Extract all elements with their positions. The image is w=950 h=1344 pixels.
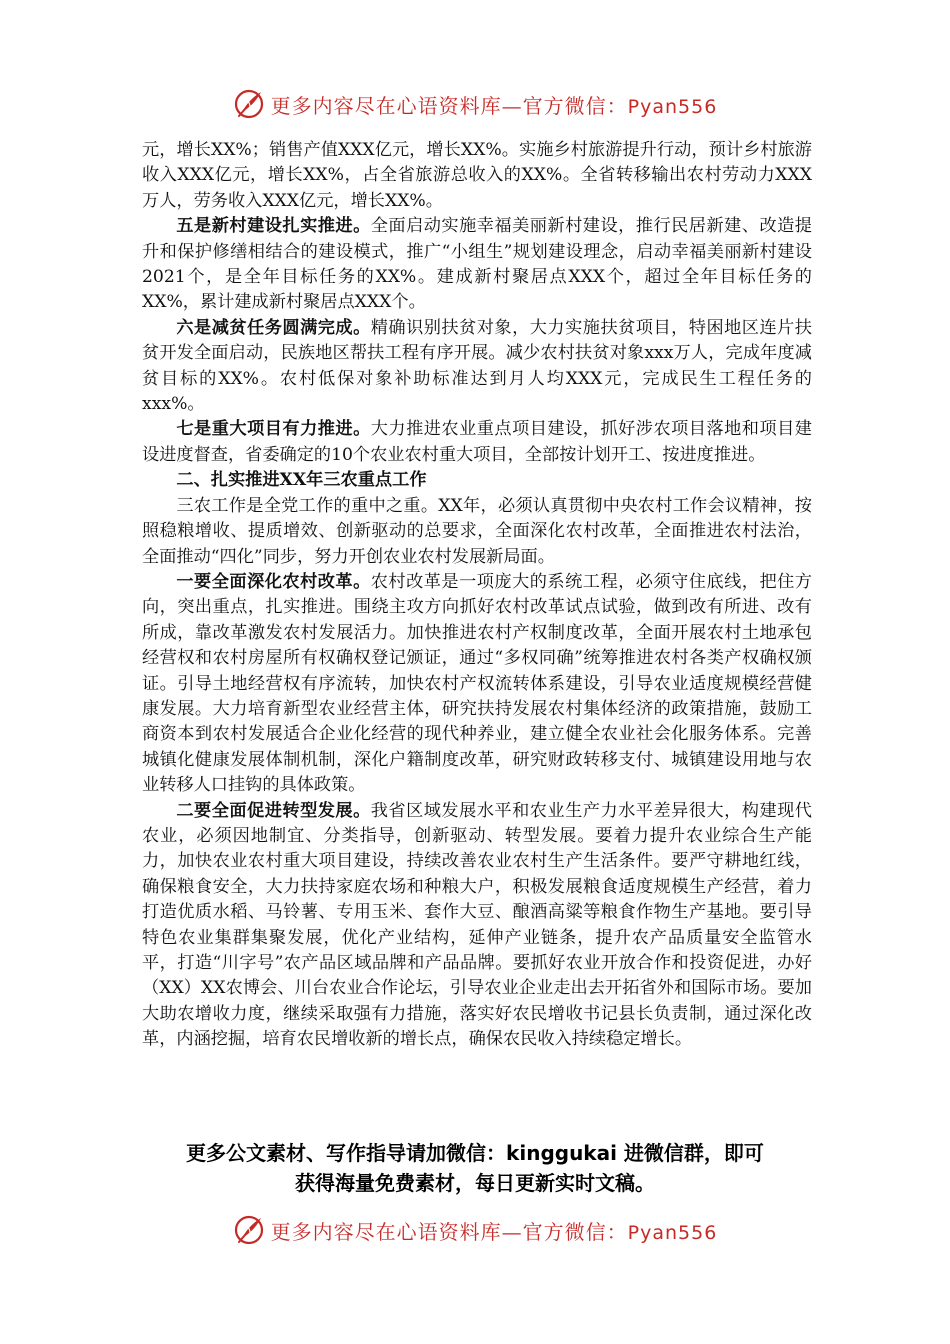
section-heading: 二、扎实推进XX年三农重点工作 (176, 470, 427, 491)
paragraph-body: 我省区域发展水平和农业生产力水平差异很大，构建现代农业，必须因地制宜、分类指导，创新驱动、转型发展。要着力提升农业综合生产能力，加快农业农村重大项目建设，持续改善农业农村生产生活条件。要严守耕地红线，确保粮食安全，大力扶持家庭农场和种粮大户，积极发展粮食适度规模生产经营，着力打造优质水稻、马铃薯、专用玉米、套作大豆、酿酒高粱等粮食作物生产基地。要引导特色农业集群集聚发展，优化产业结构，延伸产业链条，提升农产品质量安全监管水平，打造“川字号”农产品区域品牌和产品品牌。要抓好农业开放合作和投资促进，办好（XX）XX农博会、川台农业合作论坛，引导农业企业走出去开拓省外和国际市场。要加大助农增收力度，继续采取强有力措施，落实好农民增收书记县长负责制，通过深化改革，内涵挖掘，培育农民增收新的增长点，确保农民收入持续稳定增长。 (142, 800, 812, 1050)
document-body (142, 138, 812, 1053)
promo-line: 获得海量免费素材，每日更新实时文稿。 (295, 1171, 655, 1195)
paragraph-body: 精确识别扶贫对象，大力实施扶贫项目，特困地区连片扶贫开发全面启动，民族地区帮扶工程有序开展。减少农村扶贫对象xxx万人，完成年度减贫目标的XX%。农村低保对象补助标准达到月人均XXX元，完成民生工程任务的xxx%。 (142, 317, 812, 415)
paragraph-body: 全面启动实施幸福美丽新村建设，推行民居新建、改造提升和保护修缮相结合的建设模式，推广“小组生”规划建设理念，启动幸福美丽新村建设2021个，是全年目标任务的XX%。建成新村聚居点XXX个，超过全年目标任务的XX%，累计建成新村聚居点XXX个。 (142, 216, 812, 313)
banner-text: 更多内容尽在心语资料库—官方微信： (270, 1219, 628, 1244)
quill-logo-icon (233, 88, 265, 120)
quill-logo-icon (233, 1214, 265, 1246)
paragraph (142, 570, 812, 799)
paragraph-lead: 七是重大项目有力推进。 (176, 419, 371, 440)
paragraph (142, 799, 812, 1053)
paragraph-lead: 五是新村建设扎实推进。 (176, 216, 371, 237)
paragraph (142, 316, 812, 418)
banner-handle: Pyan556 (627, 1221, 718, 1244)
bottom-banner (0, 1210, 950, 1250)
paragraph (142, 214, 812, 316)
paragraph-lead: 二要全面促进转型发展。 (176, 800, 371, 821)
paragraph-lead: 一要全面深化农村改革。 (176, 571, 371, 592)
paragraph: 元，增长XX%；销售产值XXX亿元，增长XX%。实施乡村旅游提升行动，预计乡村旅游收入XXX亿元，增长XX%，占全省旅游总收入的XX%。全省转移输出农村劳动力XXX万人，劳务收入XXX亿元，增长XX%。 (142, 140, 812, 211)
paragraph (142, 417, 812, 468)
top-banner (0, 84, 950, 124)
paragraph-body: 大力推进农业重点项目建设，抓好涉农项目落地和项目建设进度督查，省委确定的10个农业农村重大项目，全部按计划开工、按进度推进。 (142, 419, 812, 465)
banner-handle: Pyan556 (627, 95, 718, 118)
paragraph: 三农工作是全党工作的重中之重。XX年，必须认真贯彻中央农村工作会议精神，按照稳粮增收、提质增效、创新驱动的总要求，全面深化农村改革，全面推进农村法治，全面推动“四化”同步，努力开创农业农村发展新局面。 (142, 495, 812, 567)
promo-note (0, 1138, 950, 1198)
banner-text: 更多内容尽在心语资料库—官方微信： (270, 93, 628, 118)
promo-line: 更多公文素材、写作指导请加微信：kinggukai 进微信群，即可 (186, 1141, 764, 1165)
paragraph-lead: 六是减贫任务圆满完成。 (176, 317, 371, 338)
paragraph-body: 农村改革是一项庞大的系统工程，必须守住底线，把住方向，突出重点，扎实推进。围绕主攻方向抓好农村改革试点试验，做到改有所进、改有所成，靠改革激发农村发展活力。加快推进农村产权制度改革，全面开展农村土地承包经营权和农村房屋所有权确权登记颁证，通过“多权同确”统筹推进农村各类产权确权颁证。引导土地经营权有序流转，加快农村产权流转体系建设，引导农业适度规模经营健康发展。大力培育新型农业经营主体，研究扶持发展农村集体经济的政策措施，鼓励工商资本到农村发展适合企业化经营的现代种养业，建立健全农业社会化服务体系。完善城镇化健康发展体制机制，深化户籍制度改革，研究财政转移支付、城镇建设用地与农业转移人口挂钩的具体政策。 (142, 571, 812, 796)
